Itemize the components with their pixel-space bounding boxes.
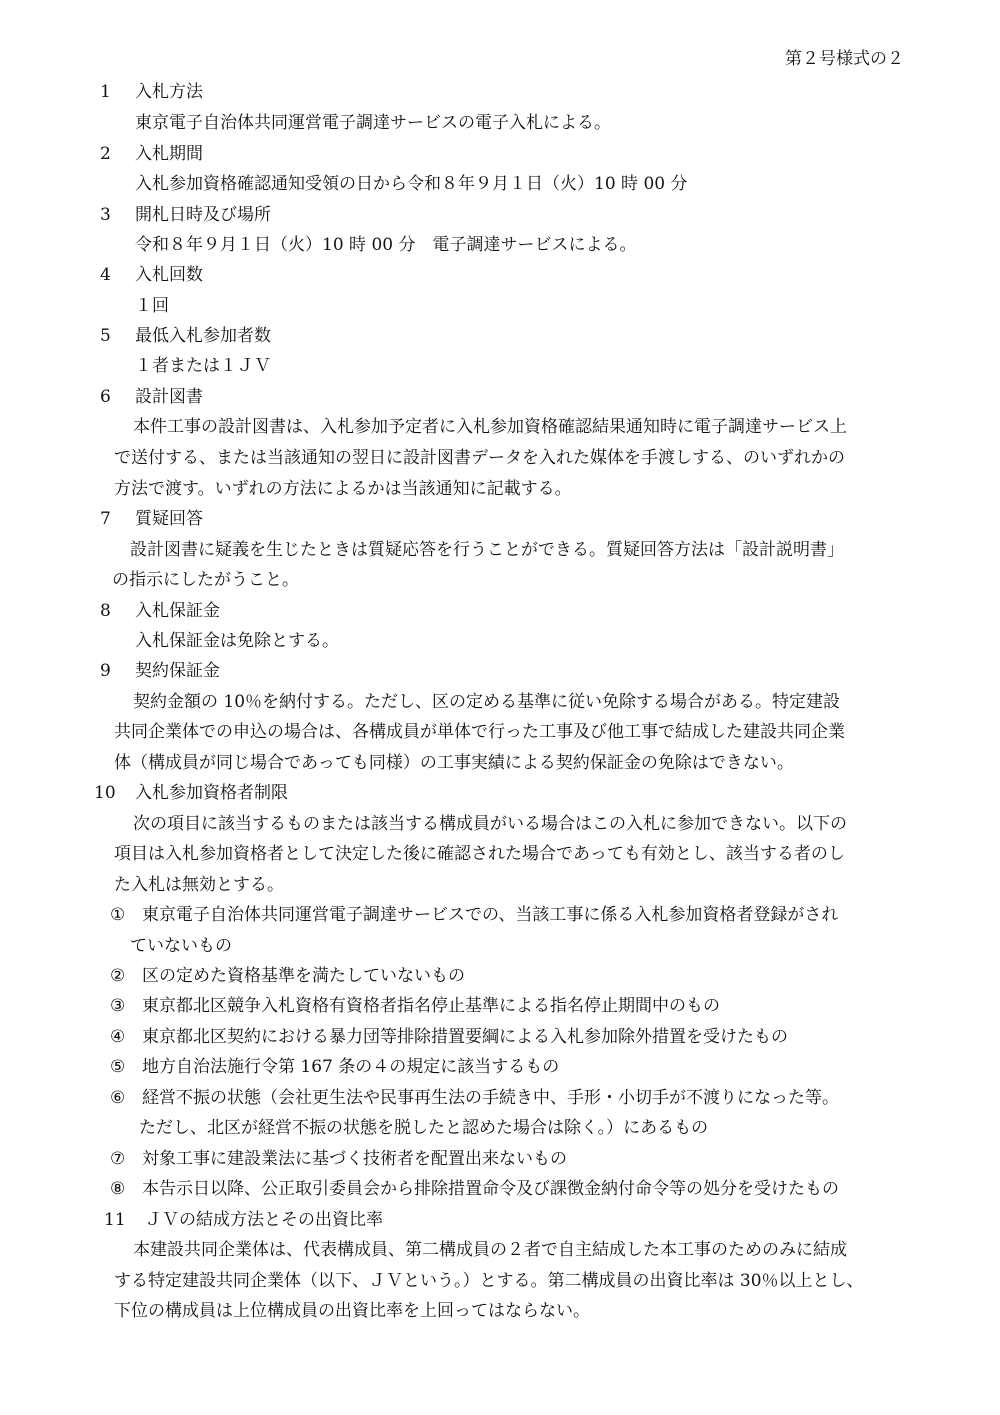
section-body-line: 本件工事の設計図書は、入札参加予定者に入札参加資格確認結果通知時に電子調達サービス上: [133, 417, 847, 437]
section-body-line: 次の項目に該当するものまたは該当する構成員がいる場合はこの入札に参加できない。以下の: [133, 814, 847, 834]
restriction-text-cont: ただし、北区が経営不振の状態を脱したと認めた場合は除く。）にあるもの: [139, 1118, 709, 1138]
section-heading-5: [100, 326, 271, 346]
restriction-text: 東京電子自治体共同運営電子調達サービスでの、当該工事に係る入札参加資格者登録がされ: [142, 905, 839, 925]
restriction-item-2: [110, 966, 465, 986]
section-number: 11: [104, 1210, 126, 1230]
section-body-line: 設計図書に疑義を生じたときは質疑応答を行うことができる。質疑回答方法は「設計説明書」: [130, 540, 844, 560]
restriction-mark: ⑤: [110, 1057, 126, 1077]
section-heading-10: [94, 783, 288, 803]
section-heading-3: [100, 205, 271, 225]
restriction-mark: ⑦: [110, 1149, 126, 1169]
section-title: 入札方法: [135, 82, 203, 102]
section-body-line: 項目は入札参加資格者として決定した後に確認された場合であっても有効とし、該当する者のし: [114, 844, 845, 864]
section-number: 2: [100, 144, 111, 164]
section-body-line: 入札参加資格確認通知受領の日から令和８年９月１日（火）10 時 00 分: [135, 174, 688, 194]
section-title: ＪＶの結成方法とその出資比率: [145, 1210, 383, 1230]
section-heading-1: [100, 82, 203, 102]
restriction-text-cont: ていないもの: [130, 936, 232, 956]
restriction-item-8: [110, 1179, 839, 1199]
restriction-item-4: [110, 1027, 788, 1047]
section-number: 5: [100, 326, 111, 346]
restriction-item-1: [110, 905, 839, 925]
section-number: 7: [100, 509, 111, 529]
section-title: 契約保証金: [135, 661, 220, 681]
restriction-item-5: [110, 1057, 560, 1077]
section-title: 入札参加資格者制限: [135, 783, 288, 803]
restriction-text: 本告示日以降、公正取引委員会から排除措置命令及び課徴金納付命令等の処分を受けたもの: [142, 1179, 839, 1199]
section-heading-7: [100, 509, 203, 529]
section-body-line: 体（構成員が同じ場合であっても同様）の工事実績による契約保証金の免除はできない。: [114, 753, 794, 773]
restriction-mark: ②: [110, 966, 126, 986]
section-heading-9: [100, 661, 220, 681]
section-body-line: 入札保証金は免除とする。: [135, 631, 339, 651]
section-body-line: １回: [135, 296, 169, 316]
restriction-text: 経営不振の状態（会社更生法や民事再生法の手続き中、手形・小切手が不渡りになった等。: [142, 1088, 839, 1108]
section-body-line: で送付する、または当該通知の翌日に設計図書データを入れた媒体を手渡しする、のいずれかの: [114, 448, 845, 468]
section-number: 3: [100, 205, 111, 225]
section-number: 4: [100, 265, 111, 285]
restriction-mark: ④: [110, 1027, 126, 1047]
section-number: 10: [94, 783, 116, 803]
section-body-line: 方法で渡す。いずれの方法によるかは当該通知に記載する。: [114, 479, 572, 499]
restriction-item-7: [110, 1149, 567, 1169]
section-title: 入札期間: [135, 144, 203, 164]
section-body-line: する特定建設共同企業体（以下、ＪＶという。）とする。第二構成員の出資比率は 30％以上とし、: [114, 1271, 864, 1291]
section-body-line: 共同企業体での申込の場合は、各構成員が単体で行った工事及び他工事で結成した建設共同企業: [114, 722, 845, 742]
section-heading-4: [100, 265, 203, 285]
restriction-text: 東京都北区契約における暴力団等排除措置要綱による入札参加除外措置を受けたもの: [142, 1027, 788, 1047]
restriction-text: 地方自治法施行令第 167 条の４の規定に該当するもの: [142, 1057, 560, 1077]
section-heading-2: [100, 144, 203, 164]
section-body-line: の指示にしたがうこと。: [112, 570, 299, 590]
section-heading-8: [100, 601, 220, 621]
section-number: 9: [100, 661, 111, 681]
restriction-item-6: [110, 1088, 839, 1108]
section-number: 1: [100, 82, 111, 102]
restriction-text: 東京都北区競争入札資格有資格者指名停止基準による指名停止期間中のもの: [142, 996, 720, 1016]
restriction-text: 区の定めた資格基準を満たしていないもの: [142, 966, 465, 986]
section-body-line: 契約金額の 10％を納付する。ただし、区の定める基準に従い免除する場合がある。特定建設: [133, 692, 841, 712]
form-number: 第２号様式の２: [785, 49, 904, 69]
section-title: 設計図書: [135, 387, 203, 407]
section-heading-11: [104, 1210, 383, 1230]
section-number: 8: [100, 601, 111, 621]
section-title: 質疑回答: [135, 509, 203, 529]
restriction-text: 対象工事に建設業法に基づく技術者を配置出来ないもの: [142, 1149, 567, 1169]
restriction-mark: ⑧: [110, 1179, 126, 1199]
section-body-line: 令和８年９月１日（火）10 時 00 分 電子調達サービスによる。: [135, 235, 637, 255]
restriction-mark: ③: [110, 996, 126, 1016]
restriction-item-3: [110, 996, 720, 1016]
restriction-mark: ⑥: [110, 1088, 126, 1108]
section-number: 6: [100, 387, 111, 407]
section-body-line: 下位の構成員は上位構成員の出資比率を上回ってはならない。: [114, 1301, 590, 1321]
restriction-mark: ①: [110, 905, 126, 925]
section-title: 入札保証金: [135, 601, 220, 621]
section-heading-6: [100, 387, 203, 407]
section-title: 入札回数: [135, 265, 203, 285]
section-title: 最低入札参加者数: [135, 326, 271, 346]
section-body-line: 本建設共同企業体は、代表構成員、第二構成員の２者で自主結成した本工事のためのみに結成: [133, 1240, 847, 1260]
section-title: 開札日時及び場所: [135, 205, 271, 225]
section-body-line: １者または１ＪＶ: [135, 356, 271, 376]
section-body-line: た入札は無効とする。: [114, 875, 284, 895]
section-body-line: 東京電子自治体共同運営電子調達サービスの電子入札による。: [135, 113, 611, 133]
